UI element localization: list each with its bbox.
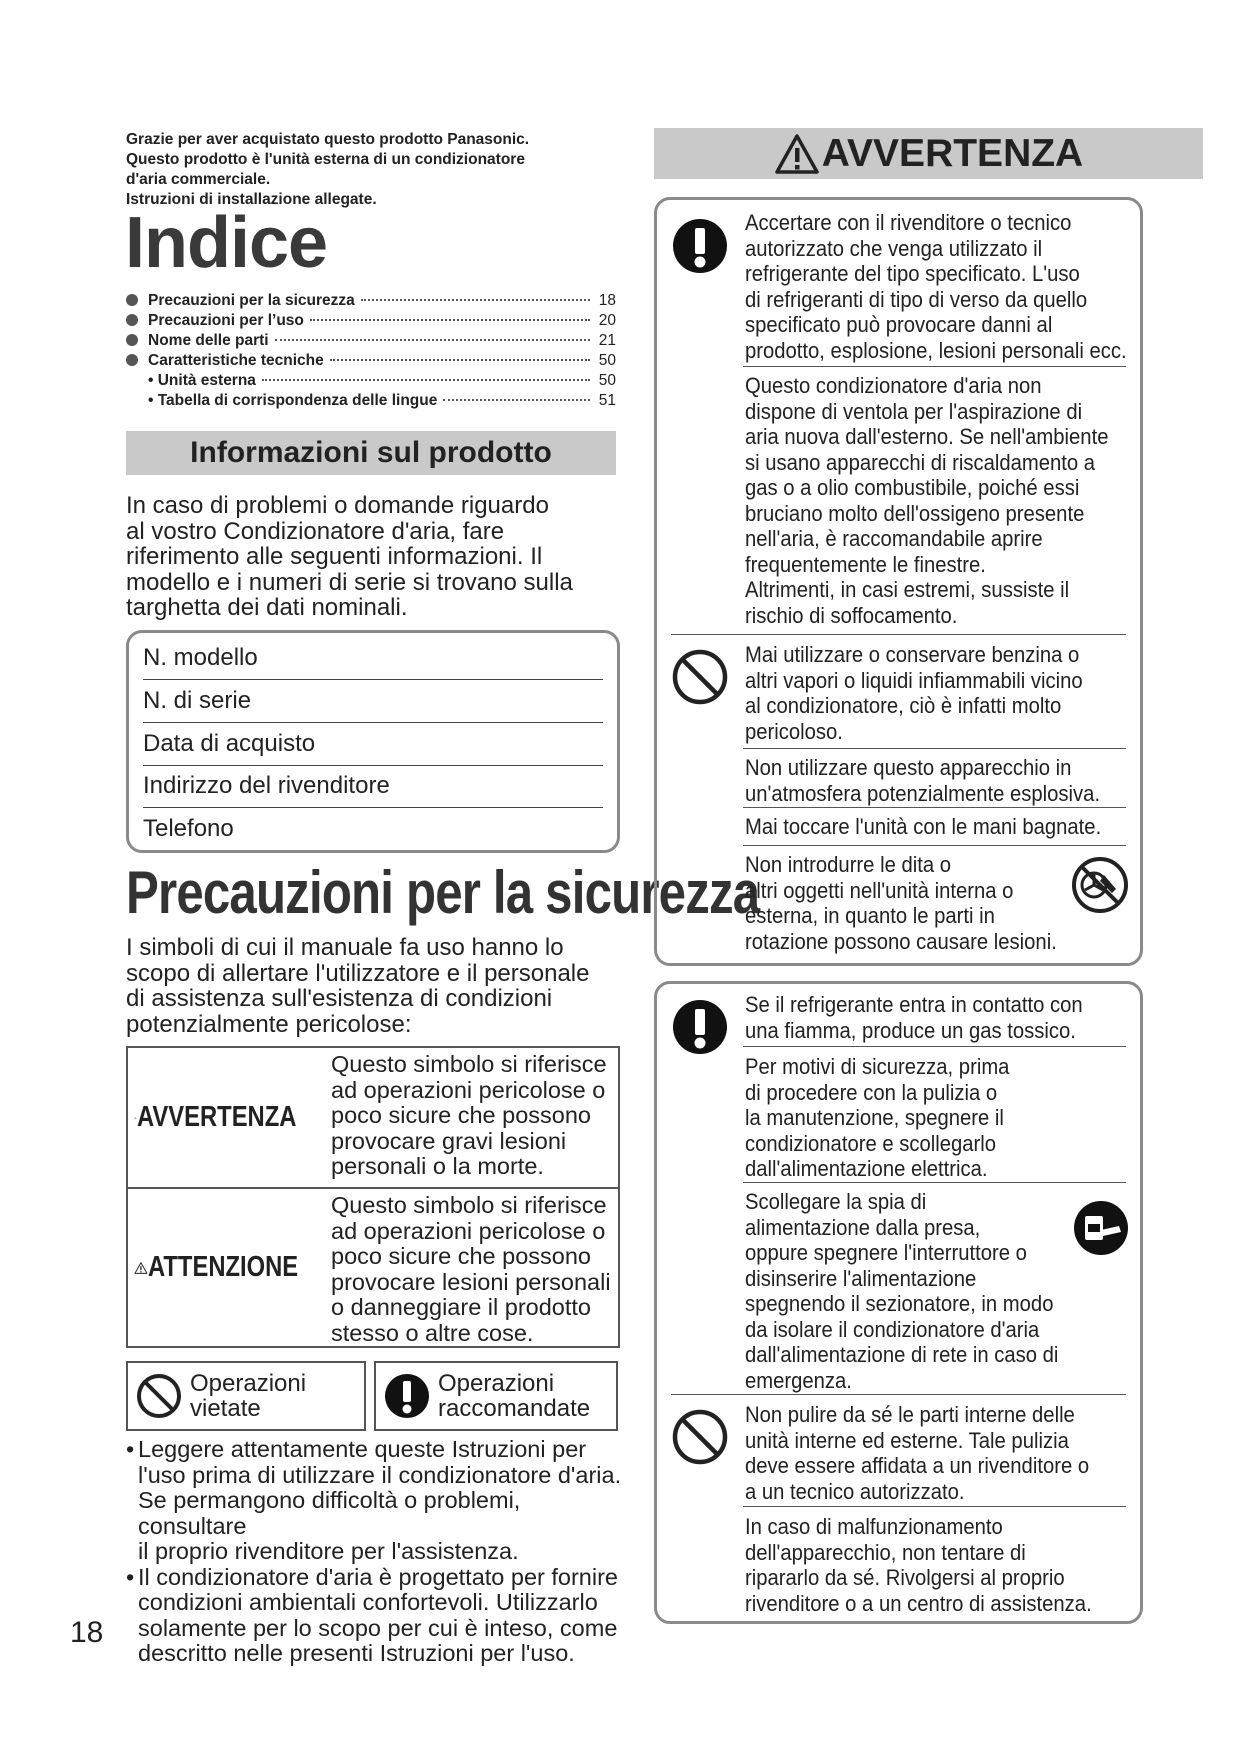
- toc-label: • Tabella di corrispondenza delle lingue: [148, 392, 438, 409]
- warning-text: [745, 814, 1135, 840]
- text-line: Questo simbolo si riferisce: [331, 1051, 607, 1077]
- warning-text: [745, 1402, 1135, 1504]
- warning-box-1: [654, 197, 1143, 966]
- safety-intro-text: [126, 935, 626, 1037]
- text-line: la manutenzione, spegnere il: [745, 1105, 1004, 1130]
- warning-heading-label: AVVERTENZA: [821, 131, 1084, 175]
- text-line: Per motivi di sicurezza, prima: [745, 1054, 1010, 1079]
- purchase-date-field[interactable]: Data di acquisto: [143, 722, 603, 766]
- text-line: Altrimenti, in casi estremi, sussiste il: [745, 577, 1070, 602]
- toc-label: Caratteristiche tecniche: [148, 352, 324, 369]
- warning-text: [745, 755, 1135, 806]
- text-line: potenzialmente pericolose:: [126, 1010, 412, 1038]
- prohibited-icon: [134, 1371, 184, 1421]
- prohibited-icon: [671, 648, 729, 706]
- mandatory-icon: [671, 217, 729, 275]
- index-title: Indice: [125, 203, 328, 283]
- warning-text: [745, 210, 1135, 363]
- text-line: provocare gravi lesioni: [331, 1127, 567, 1154]
- toc-item[interactable]: [126, 332, 616, 352]
- toc-page: 20: [598, 312, 616, 329]
- text-line: condizioni ambientali confortevoli. Utilizzarlo: [138, 1589, 598, 1615]
- text-line: emergenza.: [745, 1367, 852, 1393]
- text-line: esterna, in quanto le parti in: [745, 903, 995, 928]
- text-line: dall'alimentazione di rete in caso di: [745, 1342, 1059, 1367]
- unplug-icon: [1071, 1198, 1131, 1258]
- mandatory-icon: [671, 998, 729, 1056]
- text-line: ad operazioni pericolose o: [331, 1076, 606, 1103]
- text-line: Non introdurre le dita o: [745, 852, 952, 877]
- text-line: Questo condizionatore d'aria non: [745, 373, 1042, 398]
- prohibited-icon: [671, 1408, 729, 1466]
- bullet-icon: [126, 354, 138, 366]
- warning-triangle-icon: [134, 1248, 148, 1288]
- text-line: condizionatore e scollegarlo: [745, 1130, 997, 1156]
- text-line: l'uso prima di utilizzare il condizionatore d'aria.: [138, 1461, 622, 1488]
- text-line: Se permangono difficoltà o problemi, consultare: [138, 1487, 521, 1539]
- toc-item[interactable]: [126, 392, 616, 412]
- text-line: Operazioni: [438, 1369, 555, 1397]
- text-line: al condizionatore, ciò è infatti molto: [745, 693, 1062, 718]
- table-of-contents: [126, 292, 616, 412]
- warning-text: [745, 642, 1135, 744]
- text-line: Mai utilizzare o conservare benzina o: [745, 642, 1080, 667]
- text-line: Se il refrigerante entra in contatto con: [745, 992, 1083, 1017]
- toc-item[interactable]: [126, 372, 616, 392]
- symbol-label: ATTENZIONE: [147, 1251, 299, 1283]
- text-line: ripararlo da sé. Rivolgersi al proprio: [745, 1565, 1065, 1590]
- text-line: • Leggere attentamente queste Istruzioni per: [138, 1436, 587, 1462]
- text-line: da isolare il condizionatore d'aria: [745, 1316, 1040, 1342]
- text-line: Questo simbolo si riferisce: [331, 1192, 607, 1218]
- intro-line: Istruzioni di installazione allegate.: [126, 191, 377, 208]
- text-line: si usano apparecchi di riscaldamento a: [745, 449, 1096, 475]
- text-line: rivenditore o a un centro di assistenza.: [745, 1590, 1092, 1616]
- toc-item[interactable]: [126, 292, 616, 312]
- page-number: 18: [70, 1616, 104, 1649]
- text-line: unità interne ed esterne. Tale pulizia: [745, 1427, 1069, 1453]
- warning-text: [745, 1054, 1135, 1182]
- text-line: disinserire l'alimentazione: [745, 1265, 977, 1291]
- text-line: a un tecnico autorizzato.: [745, 1478, 965, 1504]
- text-line: dell'apparecchio, non tentare di: [745, 1539, 1026, 1565]
- text-line: spegnendo il sezionatore, in modo: [745, 1291, 1054, 1316]
- text-line: provocare lesioni personali: [331, 1268, 611, 1295]
- text-line: aria nuova dall'esterno. Se nell'ambiente: [745, 424, 1109, 449]
- no-fingers-fan-icon: [1070, 855, 1130, 915]
- warning-text: [745, 992, 1135, 1043]
- text-line: Mai toccare l'unità con le mani bagnate.: [745, 814, 1102, 839]
- symbol-description: [331, 1048, 618, 1187]
- text-line: di assistenza sull'esistenza di condizioni: [126, 985, 553, 1012]
- toc-page: 50: [598, 352, 616, 369]
- warning-heading: [654, 128, 1203, 179]
- model-number-field[interactable]: N. modello: [143, 636, 603, 680]
- text-line: gas o a olio combustibile, poiché essi: [745, 475, 1080, 500]
- text-line: Operazioni: [190, 1369, 307, 1397]
- toc-label: Precauzioni per l’uso: [148, 312, 304, 329]
- toc-page: 21: [598, 332, 616, 349]
- warning-box-2: [654, 981, 1143, 1624]
- intro-text: [126, 130, 606, 210]
- text-line: poco sicure che possono: [331, 1102, 591, 1128]
- toc-page: 50: [598, 372, 616, 389]
- text-line: altri vapori o liquidi infiammabili vicino: [745, 667, 1083, 693]
- mandatory-operations-legend: [374, 1361, 618, 1431]
- text-line: I simboli di cui il manuale fa uso hanno lo: [126, 934, 564, 961]
- text-line: rischio di soffocamento.: [745, 602, 958, 628]
- bullet-icon: [126, 294, 138, 306]
- intro-line: d'aria commerciale.: [126, 171, 271, 188]
- product-info-text: [126, 493, 616, 621]
- text-line: frequentemente le finestre.: [745, 551, 986, 577]
- text-line: riferimento alle seguenti informazioni. Il: [126, 543, 543, 570]
- text-line: prodotto, esplosione, lesioni personali ecc.: [745, 337, 1127, 363]
- text-line: alimentazione dalla presa,: [745, 1214, 981, 1240]
- dealer-address-field[interactable]: Indirizzo del rivenditore: [143, 764, 603, 808]
- toc-page: 18: [598, 292, 616, 309]
- text-line: ad operazioni pericolose o: [331, 1217, 606, 1244]
- text-line: poco sicure che possono: [331, 1243, 591, 1269]
- text-line: targhetta dei dati nominali.: [126, 594, 408, 621]
- text-line: o danneggiare il prodotto: [331, 1294, 592, 1320]
- text-line: raccomandate: [438, 1395, 591, 1422]
- safety-title: Precauzioni per la sicurezza: [126, 859, 760, 926]
- text-line: di procedere con la pulizia o: [745, 1079, 998, 1105]
- warning-text: [745, 373, 1135, 628]
- text-line: oppure spegnere l'interruttore o: [745, 1240, 1027, 1265]
- product-info-heading: Informazioni sul prodotto: [126, 431, 616, 475]
- symbol-label: AVVERTENZA: [136, 1101, 297, 1133]
- symbol-description: [331, 1189, 618, 1346]
- text-line: di refrigeranti di tipo di verso da quello: [745, 286, 1088, 312]
- intro-line: Grazie per aver acquistato questo prodotto Panasonic.: [126, 131, 530, 148]
- text-line: In caso di problemi o domande riguardo: [126, 492, 549, 519]
- text-line: • Il condizionatore d'aria è progettato per fornire: [138, 1563, 618, 1590]
- text-line: una fiamma, produce un gas tossico.: [745, 1017, 1076, 1043]
- text-line: stesso o altre cose.: [331, 1319, 534, 1346]
- text-line: il proprio rivenditore per l'assistenza.: [138, 1538, 519, 1564]
- toc-page: 51: [598, 392, 616, 409]
- text-line: scopo di allertare l'utilizzatore e il personale: [126, 959, 590, 987]
- text-line: dall'alimentazione elettrica.: [745, 1156, 988, 1181]
- text-line: specificato può provocare danni al: [745, 312, 1053, 337]
- warning-text: [745, 1514, 1135, 1616]
- phone-field[interactable]: Telefono: [143, 815, 234, 842]
- text-line: refrigerante del tipo specificato. L'uso: [745, 261, 1080, 286]
- toc-label: Nome delle parti: [148, 332, 269, 349]
- text-line: personali o la morte.: [331, 1153, 544, 1179]
- text-line: solamente per lo scopo per cui è inteso, come: [138, 1614, 618, 1641]
- text-line: dispone di ventola per l'aspirazione di: [745, 398, 1083, 424]
- bullet-icon: [126, 334, 138, 346]
- toc-item[interactable]: [126, 352, 616, 372]
- text-line: pericoloso.: [745, 718, 843, 744]
- toc-item[interactable]: [126, 312, 616, 332]
- toc-label: • Unità esterna: [148, 372, 256, 389]
- serial-number-field[interactable]: N. di serie: [143, 679, 603, 723]
- bullet-icon: [126, 314, 138, 326]
- text-line: Non utilizzare questo apparecchio in: [745, 755, 1072, 780]
- text-line: al vostro Condizionatore d'aria, fare: [126, 517, 505, 545]
- text-line: Non pulire da sé le parti interne delle: [745, 1402, 1075, 1427]
- symbol-row-caution: [128, 1189, 618, 1346]
- text-line: un'atmosfera potenzialmente esplosiva.: [745, 780, 1101, 806]
- text-line: nell'aria, è raccomandabile aprire: [745, 526, 1043, 551]
- text-line: vietate: [190, 1395, 261, 1422]
- text-line: In caso di malfunzionamento: [745, 1514, 1003, 1539]
- safety-bullets: [126, 1437, 626, 1667]
- text-line: altri oggetti nell'unità interna o: [745, 877, 1014, 903]
- mandatory-icon: [382, 1371, 432, 1421]
- toc-label: Precauzioni per la sicurezza: [148, 292, 355, 309]
- text-line: deve essere affidata a un rivenditore o: [745, 1453, 1090, 1478]
- text-line: Accertare con il rivenditore o tecnico: [745, 210, 1072, 235]
- intro-line: Questo prodotto è l'unità esterna di un condizionatore: [126, 151, 525, 168]
- text-line: autorizzato che venga utilizzato il: [745, 235, 1043, 261]
- text-line: descritto nelle presenti Istruzioni per l'uso.: [138, 1640, 575, 1666]
- text-line: modello e i numeri di serie si trovano sulla: [126, 568, 573, 596]
- symbol-table: [126, 1046, 620, 1348]
- symbol-row-warning: [128, 1048, 618, 1189]
- list-item: [126, 1565, 626, 1667]
- prohibited-operations-legend: [126, 1361, 366, 1431]
- text-line: bruciano molto dell'ossigeno presente: [745, 500, 1085, 526]
- list-item: [126, 1437, 626, 1565]
- text-line: Scollegare la spia di: [745, 1189, 927, 1214]
- product-info-form: [126, 630, 620, 853]
- text-line: rotazione possono causare lesioni.: [745, 928, 1057, 954]
- warning-triangle-icon: [774, 133, 820, 175]
